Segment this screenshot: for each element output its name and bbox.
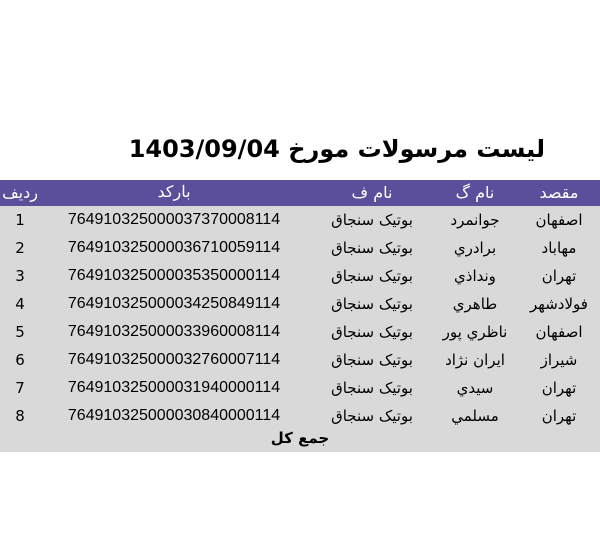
barcode-cell: 764910325000036710059114 — [67, 239, 281, 256]
row-no-cell: 5 — [15, 323, 25, 341]
last-name-cell: ونداذي — [454, 267, 496, 285]
table-header — [0, 180, 600, 206]
barcode-cell: 764910325000030840000114 — [67, 407, 281, 424]
first-name-cell: بوتیک سنجاق — [331, 323, 413, 341]
first-name-cell: بوتیک سنجاق — [331, 211, 413, 229]
last-name-cell: ناظري پور — [442, 323, 508, 341]
destination-cell: تهران — [541, 407, 577, 425]
row-no-cell: 3 — [15, 267, 25, 285]
last-name-cell: مسلمي — [451, 407, 499, 425]
last-name-cell: ايران نژاد — [445, 351, 505, 369]
first-name-cell: بوتیک سنجاق — [331, 407, 413, 425]
header-last-name: نام گ — [455, 183, 495, 202]
destination-cell: تهران — [541, 267, 577, 285]
first-name-cell: بوتیک سنجاق — [331, 267, 413, 285]
header-row-no: ردیف — [2, 183, 38, 202]
row-no-cell: 8 — [15, 407, 25, 425]
table-row — [0, 346, 600, 374]
table-row — [0, 374, 600, 402]
barcode-cell: 764910325000034250849114 — [67, 295, 281, 312]
last-name-cell: طاهري — [452, 295, 498, 313]
table-row — [0, 290, 600, 318]
barcode-cell: 764910325000035350000114 — [67, 267, 281, 284]
total-label: جمع کل — [270, 429, 330, 447]
header-barcode: بارکد — [157, 184, 191, 201]
destination-cell: مهاباد — [541, 239, 577, 257]
shipment-table — [0, 180, 600, 452]
first-name-cell: بوتیک سنجاق — [331, 295, 413, 313]
barcode-cell: 764910325000031940000114 — [67, 379, 281, 396]
header-destination: مقصد — [539, 183, 579, 202]
page-title: لیست مرسولات مورخ 1403/09/04 — [128, 135, 545, 163]
barcode-cell: 7649103250000373700081​14 — [67, 211, 281, 228]
first-name-cell: بوتیک سنجاق — [331, 239, 413, 257]
destination-cell: تهران — [541, 379, 577, 397]
destination-cell: اصفهان — [535, 323, 583, 341]
row-no-cell: 4 — [15, 295, 25, 313]
row-no-cell: 6 — [15, 351, 25, 369]
table-row — [0, 262, 600, 290]
first-name-cell: بوتیک سنجاق — [331, 379, 413, 397]
first-name-cell: بوتیک سنجاق — [331, 351, 413, 369]
destination-cell: شيراز — [540, 351, 578, 369]
destination-cell: فولادشهر — [530, 295, 588, 313]
last-name-cell: جوانمرد — [450, 211, 500, 229]
row-no-cell: 2 — [15, 239, 25, 257]
table-row — [0, 206, 600, 234]
row-no-cell: 1 — [15, 211, 25, 229]
table-row — [0, 234, 600, 262]
destination-cell: اصفهان — [535, 211, 583, 229]
last-name-cell: سيدي — [456, 379, 494, 397]
header-first-name: نام ف — [351, 183, 393, 202]
barcode-cell: 764910325000032760007114 — [67, 351, 281, 368]
row-no-cell: 7 — [15, 379, 25, 397]
barcode-cell: 764910325000033960008114 — [67, 323, 281, 340]
table-row — [0, 318, 600, 346]
last-name-cell: برادري — [453, 239, 497, 257]
